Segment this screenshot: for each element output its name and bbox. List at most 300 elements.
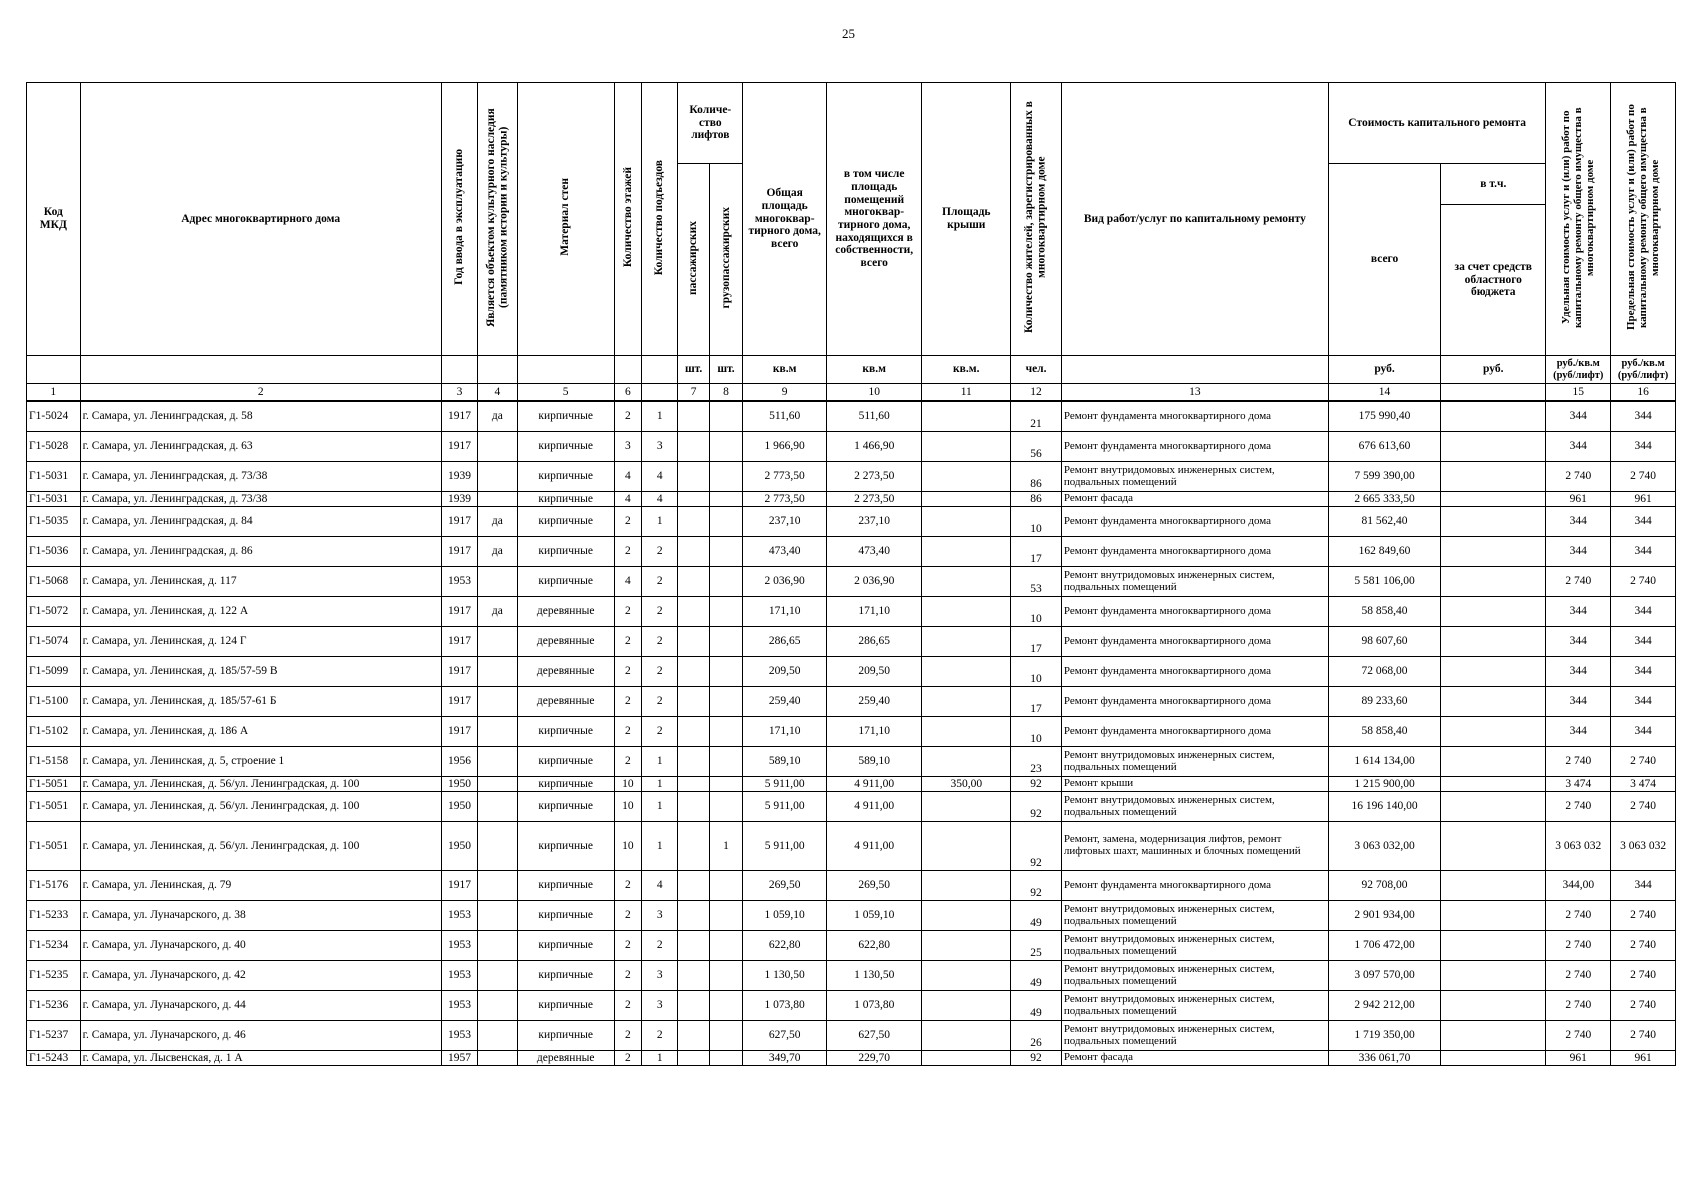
cell-uc: 3 063 032 xyxy=(1546,822,1611,871)
hdr-cost-incl: в т.ч. xyxy=(1441,164,1546,205)
cell-year: 1917 xyxy=(441,401,477,432)
hdr-residents: Количество жителей, зарегистрированных в многоквартирном доме xyxy=(1023,101,1049,334)
hdr-roof-area: Площадь крыши xyxy=(922,83,1011,356)
cell-ao: 1 073,80 xyxy=(827,991,922,1021)
cell-work: Ремонт фундамента многоквартирного дома xyxy=(1061,537,1328,567)
cell-mc: 2 740 xyxy=(1611,961,1676,991)
cell-cost: 3 063 032,00 xyxy=(1328,822,1440,871)
colnum: 14 xyxy=(1328,384,1440,402)
colnum: 12 xyxy=(1011,384,1062,402)
cell-cost: 676 613,60 xyxy=(1328,432,1440,462)
cell-her xyxy=(478,567,517,597)
cell-reg xyxy=(1441,792,1546,822)
cell-ta: 622,80 xyxy=(743,931,827,961)
table-row xyxy=(27,657,1676,687)
cell-res: 92 xyxy=(1011,792,1062,822)
cell-wall: кирпичные xyxy=(517,747,614,777)
cell-work: Ремонт внутридомовых инженерных систем, подвальных помещений xyxy=(1061,961,1328,991)
cell-year: 1953 xyxy=(441,931,477,961)
cell-wall: кирпичные xyxy=(517,492,614,507)
cell-en: 4 xyxy=(642,871,678,901)
cell-fl: 2 xyxy=(614,1051,641,1066)
cell-fl: 2 xyxy=(614,871,641,901)
cell-uc: 2 740 xyxy=(1546,961,1611,991)
cell-en: 1 xyxy=(642,401,678,432)
cell-her xyxy=(478,901,517,931)
cell-cost: 7 599 390,00 xyxy=(1328,462,1440,492)
hdr-lifts-freight: грузопассажирских xyxy=(719,206,732,309)
cell-wall: кирпичные xyxy=(517,432,614,462)
cell-ao: 171,10 xyxy=(827,717,922,747)
cell-reg xyxy=(1441,401,1546,432)
cell-reg xyxy=(1441,687,1546,717)
cell-wall: кирпичные xyxy=(517,822,614,871)
cell-mc: 2 740 xyxy=(1611,567,1676,597)
cell-lf xyxy=(709,537,742,567)
colnum: 11 xyxy=(922,384,1011,402)
cell-res: 10 xyxy=(1011,507,1062,537)
cell-en: 1 xyxy=(642,792,678,822)
cell-ta: 209,50 xyxy=(743,657,827,687)
cell-ao: 589,10 xyxy=(827,747,922,777)
cell-her: да xyxy=(478,507,517,537)
cell-ta: 349,70 xyxy=(743,1051,827,1066)
cell-mc: 344 xyxy=(1611,871,1676,901)
cell-year: 1953 xyxy=(441,991,477,1021)
colnum: 15 xyxy=(1546,384,1611,402)
cell-year: 1953 xyxy=(441,901,477,931)
cell-her xyxy=(478,627,517,657)
cell-mc: 344 xyxy=(1611,597,1676,627)
cell-code: Г1-5035 xyxy=(27,507,81,537)
cell-cost: 16 196 140,00 xyxy=(1328,792,1440,822)
cell-en: 2 xyxy=(642,687,678,717)
cell-wall: кирпичные xyxy=(517,1021,614,1051)
cell-lp xyxy=(678,627,709,657)
cell-en: 3 xyxy=(642,432,678,462)
table-row xyxy=(27,401,1676,432)
cell-cost: 1 215 900,00 xyxy=(1328,777,1440,792)
hdr-unit-cost: Удельная стоимость услуг и (или) работ по капитальному ремонту общего имущества в многоквартирном доме xyxy=(1560,106,1597,328)
cell-addr: г. Самара, ул. Ленинградская, д. 84 xyxy=(80,507,441,537)
cell-ta: 1 130,50 xyxy=(743,961,827,991)
cell-lp xyxy=(678,931,709,961)
cell-cost: 2 942 212,00 xyxy=(1328,991,1440,1021)
cell-her xyxy=(478,717,517,747)
cell-her xyxy=(478,1051,517,1066)
cell-mc: 2 740 xyxy=(1611,462,1676,492)
cell-code: Г1-5099 xyxy=(27,657,81,687)
cell-ao: 1 059,10 xyxy=(827,901,922,931)
cell-reg xyxy=(1441,507,1546,537)
cell-uc: 2 740 xyxy=(1546,991,1611,1021)
cell-code: Г1-5102 xyxy=(27,717,81,747)
cell-lp xyxy=(678,871,709,901)
cell-uc: 344 xyxy=(1546,401,1611,432)
cell-code: Г1-5036 xyxy=(27,537,81,567)
cell-mc: 344 xyxy=(1611,432,1676,462)
cell-wall: кирпичные xyxy=(517,567,614,597)
cell-mc: 344 xyxy=(1611,537,1676,567)
cell-work: Ремонт фасада xyxy=(1061,1051,1328,1066)
cell-ta: 269,50 xyxy=(743,871,827,901)
cell-res: 92 xyxy=(1011,822,1062,871)
cell-her xyxy=(478,657,517,687)
cell-ao: 1 130,50 xyxy=(827,961,922,991)
cell-reg xyxy=(1441,657,1546,687)
cell-work: Ремонт фасада xyxy=(1061,492,1328,507)
cell-fl: 2 xyxy=(614,627,641,657)
cell-en: 4 xyxy=(642,462,678,492)
cell-lp xyxy=(678,537,709,567)
cell-reg xyxy=(1441,871,1546,901)
cell-code: Г1-5031 xyxy=(27,462,81,492)
cell-fl: 2 xyxy=(614,657,641,687)
cell-code: Г1-5100 xyxy=(27,687,81,717)
cell-ta: 171,10 xyxy=(743,597,827,627)
cell-code: Г1-5024 xyxy=(27,401,81,432)
unit-pcs-2: шт. xyxy=(709,356,742,384)
cell-reg xyxy=(1441,597,1546,627)
cell-uc: 344 xyxy=(1546,537,1611,567)
cell-code: Г1-5051 xyxy=(27,777,81,792)
cell-ao: 269,50 xyxy=(827,871,922,901)
cell-her xyxy=(478,822,517,871)
cell-uc: 961 xyxy=(1546,492,1611,507)
cell-res: 17 xyxy=(1011,537,1062,567)
cell-ra xyxy=(922,1021,1011,1051)
cell-reg xyxy=(1441,901,1546,931)
cell-en: 2 xyxy=(642,567,678,597)
table-row xyxy=(27,747,1676,777)
cell-code: Г1-5236 xyxy=(27,991,81,1021)
cell-reg xyxy=(1441,567,1546,597)
cell-ao: 259,40 xyxy=(827,687,922,717)
cell-cost: 175 990,40 xyxy=(1328,401,1440,432)
cell-wall: деревянные xyxy=(517,687,614,717)
cell-fl: 2 xyxy=(614,747,641,777)
cell-lf xyxy=(709,931,742,961)
table-body xyxy=(27,401,1676,1066)
repair-table xyxy=(26,82,1676,1066)
hdr-lifts: Количе-ство лифтов xyxy=(678,83,743,164)
table-row xyxy=(27,991,1676,1021)
cell-reg xyxy=(1441,961,1546,991)
cell-wall: кирпичные xyxy=(517,777,614,792)
cell-mc: 344 xyxy=(1611,627,1676,657)
cell-cost: 58 858,40 xyxy=(1328,597,1440,627)
cell-addr: г. Самара, ул. Ленинская, д. 186 А xyxy=(80,717,441,747)
hdr-code: Код МКД xyxy=(27,83,81,356)
cell-ta: 5 911,00 xyxy=(743,777,827,792)
hdr-year: Год ввода в эксплуатацию xyxy=(453,149,466,286)
cell-code: Г1-5051 xyxy=(27,822,81,871)
cell-ra xyxy=(922,462,1011,492)
cell-wall: кирпичные xyxy=(517,507,614,537)
cell-en: 1 xyxy=(642,822,678,871)
cell-wall: кирпичные xyxy=(517,871,614,901)
cell-ra xyxy=(922,657,1011,687)
cell-code: Г1-5072 xyxy=(27,597,81,627)
unit-rub-1: руб. xyxy=(1328,356,1440,384)
cell-fl: 2 xyxy=(614,931,641,961)
cell-lp xyxy=(678,597,709,627)
cell-res: 86 xyxy=(1011,492,1062,507)
cell-code: Г1-5243 xyxy=(27,1051,81,1066)
cell-ao: 209,50 xyxy=(827,657,922,687)
cell-mc: 344 xyxy=(1611,687,1676,717)
cell-res: 23 xyxy=(1011,747,1062,777)
cell-wall: деревянные xyxy=(517,627,614,657)
cell-res: 86 xyxy=(1011,462,1062,492)
cell-cost: 2 901 934,00 xyxy=(1328,901,1440,931)
cell-cost: 1 706 472,00 xyxy=(1328,931,1440,961)
unit-people: чел. xyxy=(1011,356,1062,384)
colnum: 3 xyxy=(441,384,477,402)
cell-uc: 344,00 xyxy=(1546,871,1611,901)
cell-year: 1956 xyxy=(441,747,477,777)
cell-year: 1917 xyxy=(441,871,477,901)
cell-ao: 2 273,50 xyxy=(827,492,922,507)
cell-reg xyxy=(1441,492,1546,507)
cell-wall: кирпичные xyxy=(517,961,614,991)
cell-her xyxy=(478,462,517,492)
hdr-floors: Количество этажей xyxy=(621,167,634,268)
cell-fl: 2 xyxy=(614,717,641,747)
cell-uc: 2 740 xyxy=(1546,901,1611,931)
cell-fl: 2 xyxy=(614,1021,641,1051)
cell-fl: 2 xyxy=(614,507,641,537)
cell-lf xyxy=(709,657,742,687)
cell-lf xyxy=(709,961,742,991)
cell-lf xyxy=(709,901,742,931)
cell-ra xyxy=(922,687,1011,717)
cell-reg xyxy=(1441,747,1546,777)
cell-res: 49 xyxy=(1011,961,1062,991)
cell-ao: 229,70 xyxy=(827,1051,922,1066)
cell-mc: 344 xyxy=(1611,507,1676,537)
cell-ra xyxy=(922,432,1011,462)
cell-cost: 336 061,70 xyxy=(1328,1051,1440,1066)
cell-fl: 2 xyxy=(614,961,641,991)
cell-ra xyxy=(922,492,1011,507)
cell-en: 2 xyxy=(642,931,678,961)
cell-ta: 259,40 xyxy=(743,687,827,717)
cell-lp xyxy=(678,432,709,462)
cell-res: 53 xyxy=(1011,567,1062,597)
cell-res: 21 xyxy=(1011,401,1062,432)
cell-res: 17 xyxy=(1011,687,1062,717)
cell-ra xyxy=(922,901,1011,931)
cell-lf xyxy=(709,432,742,462)
hdr-max-cost: Предельная стоимость услуг и (или) работ по капитальному ремонту общего имущества в многоквартирном доме xyxy=(1624,104,1662,331)
cell-ra xyxy=(922,717,1011,747)
cell-res: 26 xyxy=(1011,1021,1062,1051)
cell-res: 17 xyxy=(1011,627,1062,657)
cell-en: 1 xyxy=(642,1051,678,1066)
cell-lf xyxy=(709,777,742,792)
cell-mc: 344 xyxy=(1611,717,1676,747)
cell-mc: 2 740 xyxy=(1611,901,1676,931)
cell-lp xyxy=(678,492,709,507)
cell-wall: деревянные xyxy=(517,657,614,687)
cell-wall: кирпичные xyxy=(517,717,614,747)
cell-en: 1 xyxy=(642,747,678,777)
cell-ra xyxy=(922,871,1011,901)
cell-code: Г1-5051 xyxy=(27,792,81,822)
cell-year: 1950 xyxy=(441,792,477,822)
cell-lf xyxy=(709,597,742,627)
cell-lf xyxy=(709,401,742,432)
cell-mc: 344 xyxy=(1611,401,1676,432)
cell-wall: кирпичные xyxy=(517,991,614,1021)
table-row xyxy=(27,597,1676,627)
cell-uc: 344 xyxy=(1546,432,1611,462)
hdr-cost-region: за счет средств областного бюджета xyxy=(1441,205,1546,356)
cell-res: 10 xyxy=(1011,717,1062,747)
table-row xyxy=(27,432,1676,462)
cell-lf xyxy=(709,567,742,597)
cell-wall: кирпичные xyxy=(517,537,614,567)
hdr-lifts-pass: пассажирских xyxy=(687,220,700,295)
cell-lf xyxy=(709,687,742,717)
cell-ta: 286,65 xyxy=(743,627,827,657)
cell-ra xyxy=(922,747,1011,777)
cell-wall: кирпичные xyxy=(517,401,614,432)
cell-fl: 2 xyxy=(614,537,641,567)
cell-lp xyxy=(678,507,709,537)
cell-lf xyxy=(709,1021,742,1051)
page-number: 25 xyxy=(842,26,855,41)
cell-fl: 10 xyxy=(614,777,641,792)
table-row xyxy=(27,961,1676,991)
cell-year: 1917 xyxy=(441,537,477,567)
cell-ao: 627,50 xyxy=(827,1021,922,1051)
hdr-work: Вид работ/услуг по капитальному ремонту xyxy=(1061,83,1328,356)
cell-year: 1917 xyxy=(441,432,477,462)
cell-work: Ремонт внутридомовых инженерных систем, подвальных помещений xyxy=(1061,462,1328,492)
cell-ra xyxy=(922,822,1011,871)
cell-work: Ремонт внутридомовых инженерных систем, подвальных помещений xyxy=(1061,792,1328,822)
cell-code: Г1-5068 xyxy=(27,567,81,597)
cell-wall: деревянные xyxy=(517,597,614,627)
colnum: 9 xyxy=(743,384,827,402)
table-row xyxy=(27,901,1676,931)
cell-ao: 4 911,00 xyxy=(827,777,922,792)
cell-code: Г1-5031 xyxy=(27,492,81,507)
cell-addr: г. Самара, ул. Ленинградская, д. 73/38 xyxy=(80,462,441,492)
cell-work: Ремонт внутридомовых инженерных систем, подвальных помещений xyxy=(1061,747,1328,777)
table-row xyxy=(27,627,1676,657)
cell-work: Ремонт фундамента многоквартирного дома xyxy=(1061,687,1328,717)
cell-cost: 92 708,00 xyxy=(1328,871,1440,901)
unit-rub-2: руб. xyxy=(1441,356,1546,384)
cell-wall: кирпичные xyxy=(517,792,614,822)
cell-work: Ремонт внутридомовых инженерных систем, подвальных помещений xyxy=(1061,567,1328,597)
cell-lf xyxy=(709,991,742,1021)
cell-lf xyxy=(709,792,742,822)
cell-en: 2 xyxy=(642,537,678,567)
unit-sqm-1: кв.м xyxy=(743,356,827,384)
colnum: 13 xyxy=(1061,384,1328,402)
table-row xyxy=(27,492,1676,507)
cell-fl: 4 xyxy=(614,567,641,597)
table-row xyxy=(27,687,1676,717)
colnum: 10 xyxy=(827,384,922,402)
cell-year: 1917 xyxy=(441,687,477,717)
cell-her xyxy=(478,1021,517,1051)
cell-work: Ремонт фундамента многоквартирного дома xyxy=(1061,627,1328,657)
cell-work: Ремонт внутридомовых инженерных систем, подвальных помещений xyxy=(1061,931,1328,961)
cell-ta: 2 773,50 xyxy=(743,462,827,492)
colnum: 16 xyxy=(1611,384,1676,402)
hdr-wall: Материал стен xyxy=(559,178,572,257)
cell-her xyxy=(478,991,517,1021)
cell-year: 1953 xyxy=(441,567,477,597)
cell-her: да xyxy=(478,597,517,627)
cell-fl: 2 xyxy=(614,991,641,1021)
cell-lp xyxy=(678,687,709,717)
cell-ao: 473,40 xyxy=(827,537,922,567)
cell-addr: г. Самара, ул. Луначарского, д. 42 xyxy=(80,961,441,991)
cell-mc: 2 740 xyxy=(1611,1021,1676,1051)
cell-lp xyxy=(678,747,709,777)
table-row xyxy=(27,567,1676,597)
cell-work: Ремонт фундамента многоквартирного дома xyxy=(1061,717,1328,747)
cell-uc: 2 740 xyxy=(1546,462,1611,492)
cell-ta: 589,10 xyxy=(743,747,827,777)
cell-addr: г. Самара, ул. Ленинская, д. 56/ул. Ленинградская, д. 100 xyxy=(80,822,441,871)
cell-ta: 627,50 xyxy=(743,1021,827,1051)
table-row xyxy=(27,1021,1676,1051)
cell-ta: 237,10 xyxy=(743,507,827,537)
cell-en: 4 xyxy=(642,492,678,507)
hdr-heritage: Является объектом культурного наследия (памятником истории и культуры) xyxy=(484,107,510,327)
cell-addr: г. Самара, ул. Ленинградская, д. 73/38 xyxy=(80,492,441,507)
cell-addr: г. Самара, ул. Ленинская, д. 56/ул. Ленинградская, д. 100 xyxy=(80,792,441,822)
cell-year: 1917 xyxy=(441,507,477,537)
table-row xyxy=(27,507,1676,537)
cell-reg xyxy=(1441,1021,1546,1051)
cell-reg xyxy=(1441,462,1546,492)
cell-en: 2 xyxy=(642,717,678,747)
cell-lp xyxy=(678,401,709,432)
colnum: 7 xyxy=(678,384,709,402)
cell-wall: кирпичные xyxy=(517,931,614,961)
cell-cost: 81 562,40 xyxy=(1328,507,1440,537)
table-row xyxy=(27,777,1676,792)
cell-work: Ремонт фундамента многоквартирного дома xyxy=(1061,401,1328,432)
table-row xyxy=(27,537,1676,567)
cell-cost: 98 607,60 xyxy=(1328,627,1440,657)
cell-uc: 344 xyxy=(1546,507,1611,537)
cell-reg xyxy=(1441,991,1546,1021)
cell-reg xyxy=(1441,717,1546,747)
cell-mc: 961 xyxy=(1611,492,1676,507)
cell-lp xyxy=(678,822,709,871)
cell-ao: 4 911,00 xyxy=(827,822,922,871)
cell-ra xyxy=(922,507,1011,537)
cell-ta: 2 036,90 xyxy=(743,567,827,597)
cell-reg xyxy=(1441,1051,1546,1066)
cell-addr: г. Самара, ул. Ленинская, д. 185/57-59 В xyxy=(80,657,441,687)
cell-wall: кирпичные xyxy=(517,462,614,492)
cell-year: 1950 xyxy=(441,777,477,792)
cell-mc: 961 xyxy=(1611,1051,1676,1066)
cell-cost: 5 581 106,00 xyxy=(1328,567,1440,597)
cell-work: Ремонт фундамента многоквартирного дома xyxy=(1061,871,1328,901)
cell-addr: г. Самара, ул. Луначарского, д. 38 xyxy=(80,901,441,931)
